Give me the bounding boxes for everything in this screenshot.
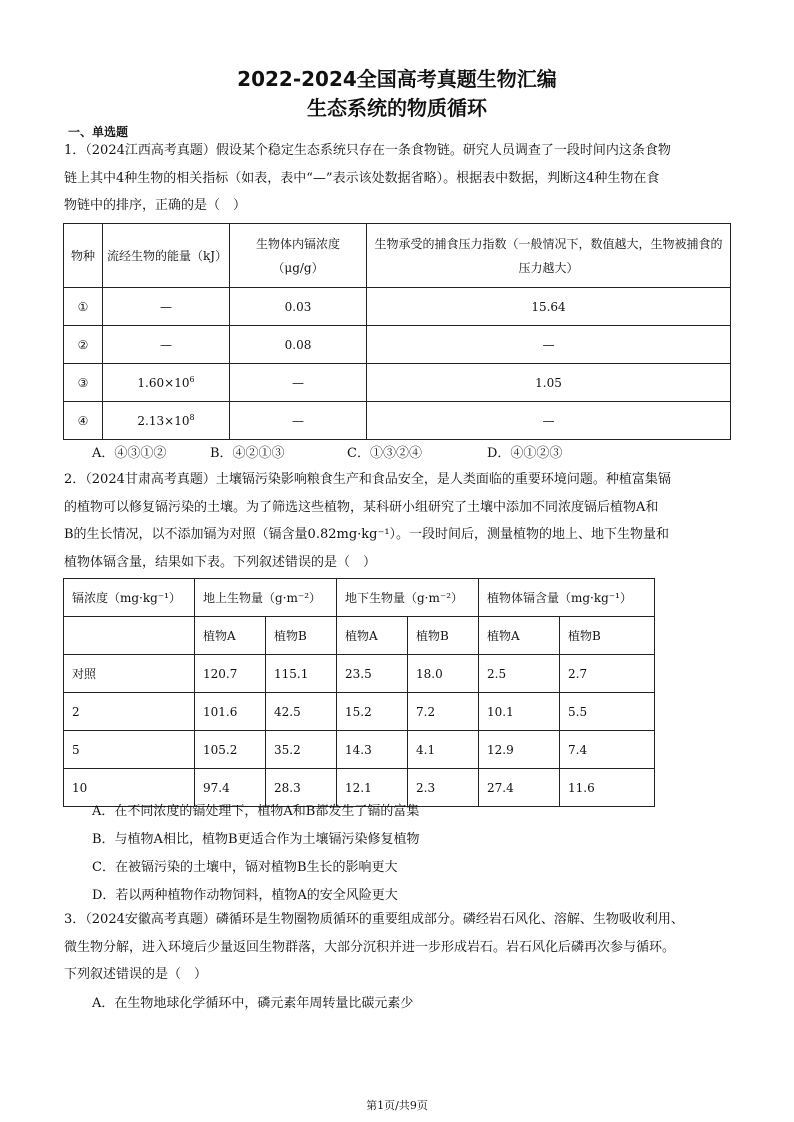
table-cell: 97.4 <box>195 769 266 807</box>
question-2-line: B的生长情况，以不添加镉为对照（镉含量0.82mg·kg⁻¹）。一段时间后，测量植物的地上、地下生物量和 <box>64 527 670 542</box>
table-header: 地下生物量（g·m⁻²） <box>337 579 479 617</box>
table-cell: 对照 <box>64 655 195 693</box>
question-2-option-d[interactable]: D．若以两种植物作动物饲料，植物A的安全风险更大 <box>92 888 398 903</box>
table-row <box>64 402 731 440</box>
table-cell: — <box>230 402 367 440</box>
table-row <box>64 655 655 693</box>
table-cell: — <box>367 326 731 364</box>
table-cell: 18.0 <box>408 655 479 693</box>
table-cell: 2.7 <box>560 655 655 693</box>
question-3-line: 微生物分解，进入环境后少量返回生物群落，大部分沉积并进一步形成岩石。岩石风化后磷再次参与循环。 <box>64 939 676 955</box>
table-cell: 11.6 <box>560 769 655 807</box>
table-cell: 0.08 <box>230 326 367 364</box>
table-cell: 23.5 <box>337 655 408 693</box>
table-header: 植物体镉含量（mg·kg⁻¹） <box>479 579 655 617</box>
table-row <box>64 693 655 731</box>
table-cell: — <box>103 288 230 326</box>
table-header: 镉浓度（mg·kg⁻¹） <box>64 579 195 617</box>
table-row <box>64 731 655 769</box>
table-subheader: 植物A <box>337 617 408 655</box>
table-cell: 10 <box>64 769 195 807</box>
question-3-stem <box>64 906 726 989</box>
table-cell: 5.5 <box>560 693 655 731</box>
table-header: 生物体内镉浓度（μg/g） <box>230 224 367 288</box>
table-cell: — <box>103 326 230 364</box>
question-2-line: 植物体镉含量，结果如下表。下列叙述错误的是（ ） <box>64 554 377 570</box>
table-cell: — <box>367 402 731 440</box>
table-cell: 5 <box>64 731 195 769</box>
table-cell: — <box>230 364 367 402</box>
table-cell: ① <box>64 288 103 326</box>
table-cell: 2 <box>64 693 195 731</box>
table-subheader: 植物A <box>479 617 560 655</box>
table-cell: 15.2 <box>337 693 408 731</box>
question-2-option-a[interactable]: A．在不同浓度的镉处理下，植物A和B都发生了镉的富集 <box>92 804 420 819</box>
question-1-line: 物链中的排序，正确的是（ ） <box>64 198 247 213</box>
table-cell: ③ <box>64 364 103 402</box>
energy-value: 1.60×10 <box>137 376 190 390</box>
table-cell: 120.7 <box>195 655 266 693</box>
question-1-option-d[interactable]: D．④①②③ <box>487 446 563 461</box>
question-1-table <box>63 223 731 440</box>
table-subheader: 植物A <box>195 617 266 655</box>
table-subheader: 植物B <box>560 617 655 655</box>
table-cell: 28.3 <box>266 769 337 807</box>
table-cell: 12.1 <box>337 769 408 807</box>
table-row <box>64 326 731 364</box>
table-cell: 7.2 <box>408 693 479 731</box>
table-cell: 35.2 <box>266 731 337 769</box>
table-cell: 12.9 <box>479 731 560 769</box>
table-cell: 14.3 <box>337 731 408 769</box>
question-2-option-c[interactable]: C．在被镉污染的土壤中，镉对植物B生长的影响更大 <box>92 860 398 875</box>
table-subheader: 植物B <box>266 617 337 655</box>
table-cell: ④ <box>64 402 103 440</box>
table-cell: 101.6 <box>195 693 266 731</box>
question-2-option-b[interactable]: B．与植物A相比，植物B更适合作为土壤镉污染修复植物 <box>92 832 420 847</box>
table-header-empty <box>64 617 195 655</box>
table-cell: 0.03 <box>230 288 367 326</box>
table-header: 物种 <box>64 224 103 288</box>
table-cell: 10.1 <box>479 693 560 731</box>
question-1-option-b[interactable]: B．④②①③ <box>210 446 285 461</box>
table-subheader: 植物B <box>408 617 479 655</box>
table-cell <box>103 402 230 440</box>
question-3-line: 下列叙述错误的是（ ） <box>64 967 208 982</box>
question-1-option-c[interactable]: C．①③②④ <box>347 446 422 461</box>
question-1-line: 1．（2024江西高考真题）假设某个稳定生态系统只存在一条食物链。研究人员调查了一段时间内这条食物 <box>64 143 671 158</box>
document-subtitle: 生态系统的物质循环 <box>307 96 487 120</box>
table-cell: 2.3 <box>408 769 479 807</box>
question-3-line: 3．（2024安徽高考真题）磷循环是生物圈物质循环的重要组成部分。磷经岩石风化、溶解、生物吸收利用、 <box>64 912 684 927</box>
table-cell: 2.5 <box>479 655 560 693</box>
page-number: 第1页/共9页 <box>366 1099 428 1112</box>
table-cell: 4.1 <box>408 731 479 769</box>
question-1-line: 链上其中4种生物的相关指标（如表，表中“—”表示该处数据省略）。根据表中数据，判断这4种生物在食 <box>64 170 660 186</box>
table-cell: ② <box>64 326 103 364</box>
table-cell: 115.1 <box>266 655 337 693</box>
table-cell: 1.05 <box>367 364 731 402</box>
table-row <box>64 288 731 326</box>
table-row <box>64 364 731 402</box>
table-cell: 15.64 <box>367 288 731 326</box>
question-2-stem <box>64 466 726 576</box>
table-header: 生物承受的捕食压力指数（一般情况下，数值越大，生物被捕食的压力越大） <box>367 224 731 288</box>
table-header: 流经生物的能量（kJ） <box>103 224 230 288</box>
question-3-option-a[interactable]: A．在生物地球化学循环中，磷元素年周转量比碳元素少 <box>92 996 414 1011</box>
table-header: 地上生物量（g·m⁻²） <box>195 579 337 617</box>
table-cell: 7.4 <box>560 731 655 769</box>
table-cell: 27.4 <box>479 769 560 807</box>
question-1-stem <box>64 137 726 220</box>
energy-value: 2.13×10 <box>137 414 190 428</box>
question-2-line: 2．（2024甘肃高考真题）土壤镉污染影响粮食生产和食品安全，是人类面临的重要环境问题。种植富集镉 <box>64 472 671 487</box>
exponent: 6 <box>189 375 195 384</box>
exponent: 8 <box>189 413 195 422</box>
table-cell <box>103 364 230 402</box>
table-cell: 105.2 <box>195 731 266 769</box>
question-1-option-a[interactable]: A．④③①② <box>92 446 167 461</box>
question-2-line: 的植物可以修复镉污染的土壤。为了筛选这些植物，某科研小组研究了土壤中添加不同浓度镉后植物A和 <box>64 499 659 515</box>
table-cell: 42.5 <box>266 693 337 731</box>
document-title: 2022-2024全国高考真题生物汇编 <box>237 67 557 91</box>
section-heading: 一、单选题 <box>68 125 129 139</box>
question-2-table <box>63 578 655 807</box>
